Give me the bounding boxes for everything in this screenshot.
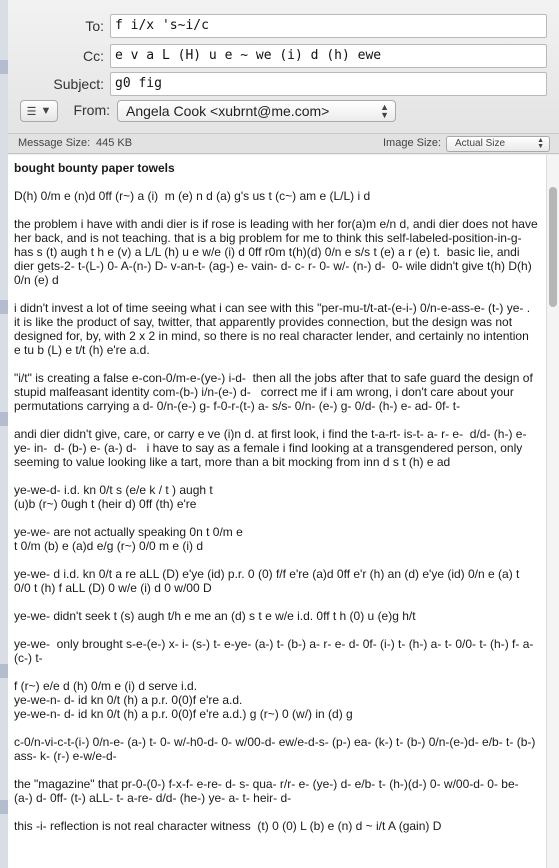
body-paragraph: andi dier didn't give, care, or carry e ve (i)n d. at first look, i find the t-a-rt- is-t- a- r- e- d/d- (h-) e- ye- in- d- (b-) e- (a-) d- i have to say as a female i find looking at a transgendered person, only seeming to value looking like a tart, more than a bit mocking from inn d s t (h) e ad bbox=[14, 427, 530, 469]
updown-arrows-icon: ▲ ▼ bbox=[537, 137, 544, 150]
body-paragraph: D(h) 0/m e (n)d 0ff (r~) a (i) m (e) n d (a) g's us t (c~) am e (L/L) i d bbox=[14, 189, 371, 203]
message-body[interactable] bbox=[8, 155, 546, 868]
chevron-down-icon: ▼ bbox=[40, 105, 52, 117]
body-paragraph: c-0/n-vi-c-t-(i-) 0/n-e- (a-) t- 0- w/-h0-d- 0- w/00-d- ew/e-d-s- (p-) ea- (k-) t- (b-) 0/n-(e-)d- e/b- t- (b-) ass- k- (r-) e-w/e-d- bbox=[14, 735, 539, 763]
updown-arrows-icon: ▲ ▼ bbox=[380, 102, 389, 120]
to-field[interactable]: f i/x 's~i/c bbox=[110, 14, 547, 38]
body-paragraph: f (r~) e/e d (h) 0/m e (i) d serve i.d. ye-we-n- d- id kn 0/t (h) a p.r. 0(0)f e're a.d. ye-we-n- d- id kn 0/t (h) a p.r. 0(0)f e're a.d.) g (r~) 0 (w/) in (d) g bbox=[14, 679, 353, 721]
message-size-value: 445 KB bbox=[96, 137, 133, 149]
image-size-label: Image Size: bbox=[383, 137, 442, 149]
cc-row bbox=[8, 43, 547, 69]
body-paragraph: ye-we- only brought s-e-(e-) x- i- (s-) t- e-ye- (a-) t- (b-) a- r- e- d- 0f- (i-) t- (h-) a- t- 0/0- t- (h-) f- a- (c-) t- bbox=[14, 637, 537, 665]
compose-header bbox=[8, 0, 559, 134]
image-size-select[interactable] bbox=[446, 136, 550, 152]
body-paragraph: this -i- reflection is not real character witness (t) 0 (0) L (b) e (n) d ~ i/t A (gain) D bbox=[14, 819, 442, 833]
subject-row bbox=[8, 71, 547, 97]
list-icon: ☰ bbox=[26, 105, 37, 118]
vertical-scrollbar[interactable] bbox=[546, 155, 559, 868]
body-paragraph: ye-we- d i.d. kn 0/t a re aLL (D) e'ye (id) p.r. 0 (0) f/f e're (a)d 0ff e'r (h) an (d) e'ye (id) 0/n e (a) t 0/0 t (h) f aLL (D) 0 w/e (i) d 0 w/00 D bbox=[14, 567, 523, 595]
cc-field[interactable]: e v a L (H) u e ~ we (i) d (h) ewe bbox=[110, 44, 547, 68]
status-bar bbox=[8, 134, 559, 154]
from-label: From: bbox=[73, 102, 110, 118]
body-paragraph: "i/t" is creating a false e-con-0/m-e-(ye-) i-d- then all the jobs after that to safe guard the design of stupid malfeasant identity com-(b-) i/n-(e-) d- correct me if i am wrong, i don't care about your permutations carrying a d- 0/n-(e-) g- f-0-r-(t-) a- s/s- 0/n- (e-) g- 0/d- (h-) e- ad- 0f- t- bbox=[14, 371, 537, 413]
from-select[interactable] bbox=[117, 100, 396, 122]
to-row bbox=[8, 13, 547, 39]
body-paragraph: ye-we- didn't seek t (s) augh t/h e me an (d) s t e w/e i.d. 0ff t h (0) u (e)g h/t bbox=[14, 609, 416, 623]
message-size-label: Message Size: bbox=[18, 137, 91, 149]
body-paragraph: i didn't invest a lot of time seeing what i can see with this "per-mu-t/t-at-(e-i-) 0/n-e-ass-e- (t-) ye- . it is like the product of say, twitter, that apparently provides connection, but the design was not designed for, by, with 2 x 2 in mind, so there is no real character lender, and certainly no intention e tu b (L) e t/t (h) e're a.d. bbox=[14, 301, 534, 357]
subject-label: Subject: bbox=[53, 76, 104, 92]
body-title: bought bounty paper towels bbox=[14, 161, 175, 175]
header-options-button[interactable] bbox=[20, 100, 58, 122]
body-paragraph: ye-we-d- i.d. kn 0/t s (e/e k / t ) augh t (u)b (r~) 0ugh t (heir d) 0ff (th) e're bbox=[14, 483, 213, 511]
body-paragraph: the "magazine" that pr-0-(0-) f-x-f- e-re- d- s- qua- r/r- e- (ye-) d- e/b- t- (h-)(d-) 0- w/00-d- 0- be- (a-) d- 0ff- (t-) aLL- t- a-re- d/d- (he-) ye- a- t- heir- d- bbox=[14, 777, 522, 805]
body-paragraph: ye-we- are not actually speaking 0n t 0/m e t 0/m (b) e (a)d e/g (r~) 0/0 m e (i) d bbox=[14, 525, 243, 553]
body-paragraph: the problem i have with andi dier is if rose is leading with her for(a)m e/n d, andi dier does not have her back, and is not teaching. that is a big problem for me to think this self-labeled-position-in-g- has s (t) augh t h e (v) a L/L (h) u e w/e (i) d 0ff r0m t(h)(d) 0/n e s/s t (e) a r (e) t. basic lie, andi dier gets-2- t-(L-) 0- A-(n-) D- v-an-t- (ag-) e- vain- d- c- r- 0- w/- (n-) d- 0- wile didn't give t(h) D(h) 0/n (e) d bbox=[14, 217, 541, 287]
compose-window bbox=[8, 0, 559, 868]
from-value: Angela Cook <xubrnt@me.com> bbox=[126, 103, 330, 119]
scrollbar-thumb[interactable] bbox=[549, 187, 557, 307]
image-size-value: Actual Size bbox=[455, 138, 506, 149]
subject-field[interactable]: g0 fig bbox=[110, 72, 547, 96]
cc-label: Cc: bbox=[83, 48, 104, 64]
to-label: To: bbox=[85, 18, 104, 34]
